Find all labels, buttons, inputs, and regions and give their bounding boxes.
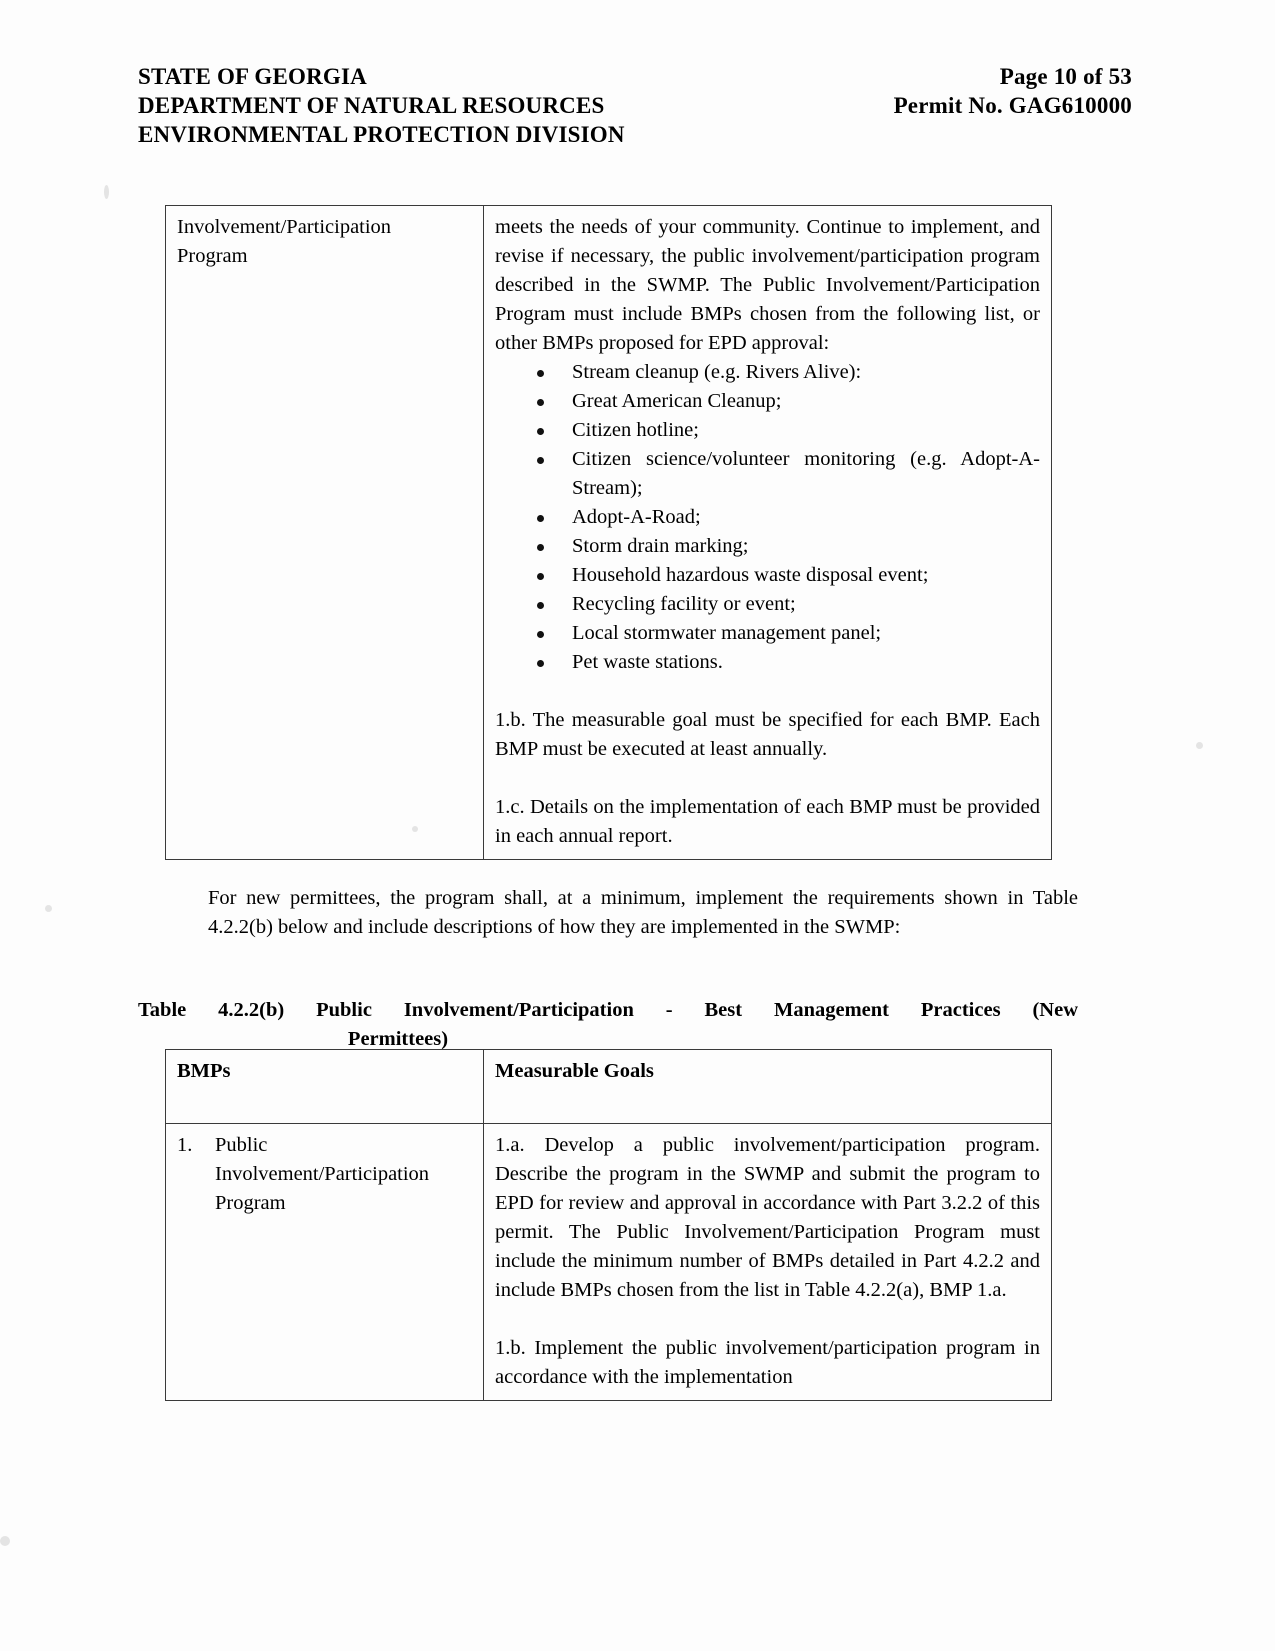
list-item: [495, 619, 1040, 648]
bullet-icon: [537, 573, 544, 580]
page-number-label: Page 10 of 53: [999, 64, 1132, 89]
bullet-icon: [537, 457, 544, 464]
list-item: [495, 358, 1040, 387]
goal-1b-paragraph: 1.b. The measurable goal must be specified for each BMP. Each BMP must be executed at least annually.: [495, 709, 1040, 760]
bmp-number: 1.: [177, 1134, 193, 1156]
document-header: [138, 62, 1138, 149]
measurable-goals-cell: [484, 206, 1052, 860]
column-header-bmps: BMPs: [166, 1050, 484, 1124]
list-item: [495, 445, 1040, 503]
agency-line-state: STATE OF GEORGIA: [138, 64, 367, 89]
goal-1c-paragraph: 1.c. Details on the implementation of each BMP must be provided in each annual report.: [495, 796, 1040, 847]
list-item-label: Recycling facility or event;: [572, 593, 796, 615]
table-caption-line-1: Table 4.2.2(b) Public Involvement/Participation - Best Management Practices (New: [138, 999, 1078, 1021]
bullet-icon: [537, 428, 544, 435]
bullet-icon: [537, 631, 544, 638]
table-row: [166, 206, 1052, 860]
scan-speckle: [1196, 742, 1203, 749]
permit-number-label: Permit No. GAG610000: [893, 93, 1132, 118]
scan-speckle: [45, 905, 52, 912]
goals-intro-paragraph: meets the needs of your community. Continue to implement, and revise if necessary, the public involvement/participation program described in the SWMP. The Public Involvement/Participation Program must include BMPs chosen from the following list, or other BMPs proposed for EPD approval:: [495, 216, 1040, 354]
list-item-label: Stream cleanup (e.g. Rivers Alive):: [572, 361, 862, 383]
table-4-2-2a-continued: [165, 205, 1052, 860]
bmp-cell: [166, 206, 484, 860]
bmp-entry-1: [177, 1131, 472, 1218]
goal-1a-paragraph: 1.a. Develop a public involvement/participation program. Describe the program in the SWMP and submit the program to EPD for review and approval in accordance with Part 3.2.2 of this permit. The Public Involvement/Participation Program must include the minimum number of BMPs detailed in Part 4.2.2 and include BMPs chosen from the list in Table 4.2.2(a), BMP 1.a.: [495, 1134, 1040, 1301]
header-meta: [894, 62, 1138, 120]
goal-1b-paragraph: 1.b. Implement the public involvement/participation program in accordance with the implementation: [495, 1337, 1040, 1388]
list-item-label: Citizen science/volunteer monitoring (e.g. Adopt-A-Stream);: [572, 448, 1040, 499]
column-header-measurable-goals: Measurable Goals: [484, 1050, 1052, 1124]
table-header-row: [166, 1050, 1052, 1124]
bullet-icon: [537, 370, 544, 377]
list-item: [495, 503, 1040, 532]
bmp-name-line-1: Public: [215, 1134, 268, 1156]
list-item: [495, 648, 1040, 677]
scan-speckle: [104, 185, 109, 199]
list-item: [495, 387, 1040, 416]
bmp-name-line-1: Involvement/Participation: [177, 216, 392, 238]
list-item-label: Citizen hotline;: [572, 419, 699, 441]
intro-paragraph: For new permittees, the program shall, at a minimum, implement the requirements shown in Table 4.2.2(b) below and include descriptions of how they are implemented in the SWMP:: [208, 887, 1078, 938]
table-caption-line-2: Permittees): [347, 1028, 449, 1050]
bmp-name-line-2: Program: [177, 245, 248, 267]
list-item-label: Household hazardous waste disposal event;: [572, 564, 929, 586]
list-item-label: Local stormwater management panel;: [572, 622, 882, 644]
bmp-name-line-3: Program: [215, 1192, 286, 1214]
bmp-name-line-2: Involvement/Participation: [215, 1163, 430, 1185]
table-4-2-2b: [165, 1049, 1052, 1401]
list-item-label: Great American Cleanup;: [572, 390, 782, 412]
bullet-icon: [537, 399, 544, 406]
agency-heading: [138, 62, 625, 149]
bmp-bullet-list: [495, 358, 1040, 677]
bullet-icon: [537, 602, 544, 609]
list-item-label: Storm drain marking;: [572, 535, 749, 557]
bullet-icon: [537, 660, 544, 667]
list-item: [495, 590, 1040, 619]
agency-line-division: ENVIRONMENTAL PROTECTION DIVISION: [138, 122, 625, 147]
bullet-icon: [537, 544, 544, 551]
table-row: [166, 1124, 1052, 1401]
scan-speckle: [0, 1536, 10, 1546]
list-item-label: Pet waste stations.: [572, 651, 723, 673]
list-item-label: Adopt-A-Road;: [572, 506, 701, 528]
bmp-cell: [166, 1124, 484, 1401]
list-item: [495, 416, 1040, 445]
agency-line-department: DEPARTMENT OF NATURAL RESOURCES: [138, 93, 605, 118]
table-caption-4-2-2b: [138, 996, 1078, 1054]
bullet-icon: [537, 515, 544, 522]
measurable-goals-cell: [484, 1124, 1052, 1401]
list-item: [495, 532, 1040, 561]
list-item: [495, 561, 1040, 590]
